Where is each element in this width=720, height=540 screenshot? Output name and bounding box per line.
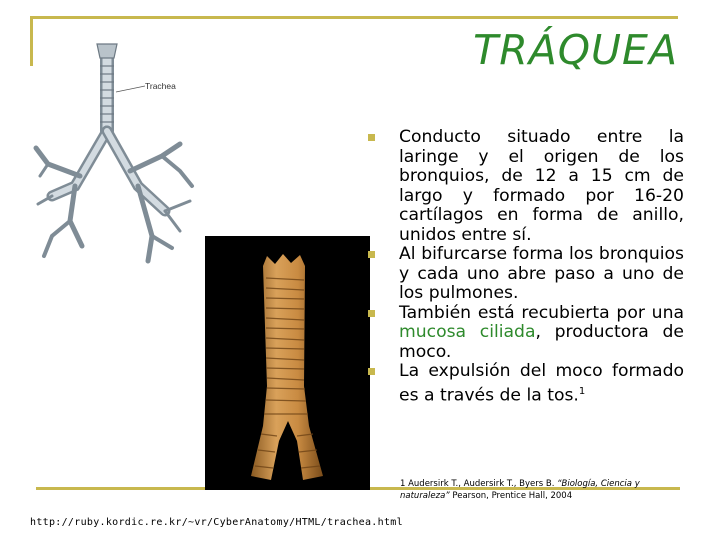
slide-title: TRÁQUEA [473, 26, 678, 74]
bullet-square-icon [368, 134, 375, 141]
bullet-square-icon [368, 368, 375, 375]
bullet-item: Al bifurcarse forma los bronquios y cada uno abre paso a uno de los pulmones. [368, 245, 684, 304]
bullet-item: La expulsión del moco formado es a través de la tos.$^1$ [368, 362, 684, 406]
source-url: http://ruby.kordic.re.kr/~vr/CyberAnatomy/HTML/trachea.html [30, 517, 403, 528]
bullet-item: También está recubierta por una mucosa ciliada, productora de moco. [368, 304, 684, 363]
diagram-label: Trachea [145, 81, 176, 91]
book-title: “Biología, Ciencia y naturaleza” [400, 479, 640, 501]
footnote: 1 Audersirk T., Audersirk T., Byers B. “Biología, Ciencia y naturaleza” Pearson, Prentice Hall, 2004 [400, 479, 640, 501]
trachea-diagram [30, 36, 222, 268]
footnote-marker: 1 [578, 385, 586, 397]
bullet-square-icon [368, 251, 375, 258]
bullet-item: Conducto situado entre la laringe y el origen de los bronquios, de 12 a 15 cm de largo y formado por 16-20 cartílagos en forma de anillo, unidos entre sí. [368, 128, 684, 245]
bullet-square-icon [368, 310, 375, 317]
bullet-list [368, 128, 684, 406]
top-rule [30, 16, 678, 19]
highlighted-term: mucosa ciliada [399, 322, 536, 342]
trachea-photo [205, 236, 370, 490]
